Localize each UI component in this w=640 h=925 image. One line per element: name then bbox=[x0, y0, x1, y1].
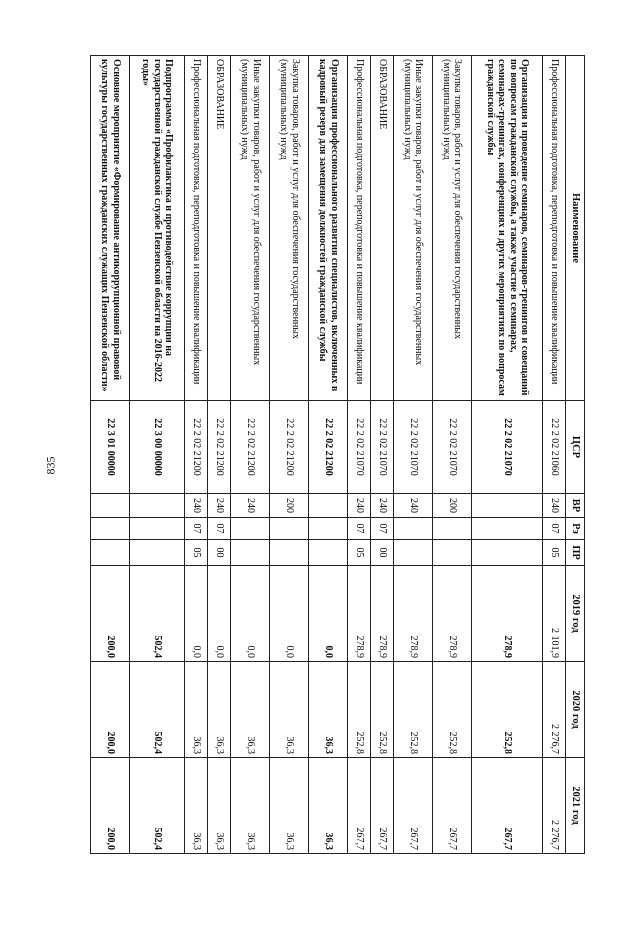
cell-name: ОБРАЗОВАНИЕ bbox=[371, 56, 394, 401]
cell-csr: 22 2 02 21070 bbox=[394, 401, 433, 494]
cell-2019: 0,0 bbox=[185, 566, 208, 662]
budget-table-container bbox=[90, 55, 585, 853]
cell-2020: 252,8 bbox=[348, 662, 371, 758]
cell-2020: 36,3 bbox=[231, 662, 270, 758]
cell-2019: 278,9 bbox=[472, 566, 543, 662]
cell-2020: 36,3 bbox=[309, 662, 348, 758]
cell-2019: 278,9 bbox=[394, 566, 433, 662]
header-2021: 2021 год bbox=[566, 758, 585, 854]
cell-csr: 22 2 02 21060 bbox=[543, 401, 566, 494]
cell-name: Профессиональная подготовка, переподготовка и повышение квалификации bbox=[348, 56, 371, 401]
cell-2020: 36,3 bbox=[185, 662, 208, 758]
cell-vr: 240 bbox=[231, 494, 270, 518]
cell-vr bbox=[130, 494, 185, 518]
cell-csr: 22 2 02 21070 bbox=[371, 401, 394, 494]
cell-name: Иные закупки товаров, работ и услуг для обеспечения государственных (муниципальных) нужд bbox=[231, 56, 270, 401]
cell-pr: 05 bbox=[185, 540, 208, 566]
page-number-text: 835 bbox=[43, 456, 58, 475]
cell-csr: 22 3 01 00000 bbox=[91, 401, 130, 494]
cell-vr: 200 bbox=[433, 494, 472, 518]
cell-rz bbox=[472, 518, 543, 540]
cell-rz bbox=[394, 518, 433, 540]
cell-csr: 22 2 02 21070 bbox=[433, 401, 472, 494]
cell-pr: 05 bbox=[348, 540, 371, 566]
cell-vr: 200 bbox=[270, 494, 309, 518]
cell-pr bbox=[309, 540, 348, 566]
table-row bbox=[348, 56, 371, 854]
cell-2019: 278,9 bbox=[371, 566, 394, 662]
cell-2020: 36,3 bbox=[270, 662, 309, 758]
cell-rz bbox=[130, 518, 185, 540]
cell-2021: 36,3 bbox=[309, 758, 348, 854]
cell-vr: 240 bbox=[394, 494, 433, 518]
cell-csr: 22 2 02 21200 bbox=[270, 401, 309, 494]
cell-2020: 2 276,7 bbox=[543, 662, 566, 758]
cell-2021: 200,0 bbox=[91, 758, 130, 854]
cell-2021: 36,3 bbox=[231, 758, 270, 854]
cell-pr bbox=[231, 540, 270, 566]
cell-csr: 22 2 02 21200 bbox=[231, 401, 270, 494]
cell-pr: 00 bbox=[371, 540, 394, 566]
cell-pr bbox=[394, 540, 433, 566]
header-csr: ЦСР bbox=[566, 401, 585, 494]
cell-2021: 267,7 bbox=[433, 758, 472, 854]
cell-pr: 05 bbox=[543, 540, 566, 566]
cell-name: Организация профессионального развития специалистов, включенных в кадровый резерв для замещения должностей гражданской службы bbox=[309, 56, 348, 401]
table-row bbox=[130, 56, 185, 854]
cell-name: ОБРАЗОВАНИЕ bbox=[208, 56, 231, 401]
cell-2021: 267,7 bbox=[371, 758, 394, 854]
cell-2019: 0,0 bbox=[270, 566, 309, 662]
cell-csr: 22 2 02 21070 bbox=[472, 401, 543, 494]
cell-pr bbox=[130, 540, 185, 566]
table-row bbox=[208, 56, 231, 854]
cell-2021: 36,3 bbox=[185, 758, 208, 854]
cell-rz bbox=[231, 518, 270, 540]
budget-table bbox=[90, 55, 585, 854]
cell-2019: 0,0 bbox=[208, 566, 231, 662]
cell-name: Подпрограмма «Профилактика и противодействие коррупции на государственной гражданской службе Пензенской области на 2016-2022 годы» bbox=[130, 56, 185, 401]
cell-rz: 07 bbox=[185, 518, 208, 540]
table-row bbox=[231, 56, 270, 854]
cell-name: Профессиональная подготовка, переподготовка и повышение квалификации bbox=[185, 56, 208, 401]
cell-2020: 36,3 bbox=[208, 662, 231, 758]
header-2019: 2019 год bbox=[566, 566, 585, 662]
cell-2019: 0,0 bbox=[231, 566, 270, 662]
header-2020: 2020 год bbox=[566, 662, 585, 758]
table-row bbox=[543, 56, 566, 854]
cell-2021: 502,4 bbox=[130, 758, 185, 854]
cell-2020: 502,4 bbox=[130, 662, 185, 758]
cell-name: Закупка товаров, работ и услуг для обеспечения государственных (муниципальных) нужд bbox=[433, 56, 472, 401]
cell-rz: 07 bbox=[348, 518, 371, 540]
table-body bbox=[91, 56, 566, 854]
cell-csr: 22 3 00 00000 bbox=[130, 401, 185, 494]
cell-vr: 240 bbox=[543, 494, 566, 518]
table-row bbox=[371, 56, 394, 854]
table-row bbox=[185, 56, 208, 854]
cell-vr bbox=[309, 494, 348, 518]
cell-2019: 200,0 bbox=[91, 566, 130, 662]
cell-csr: 22 2 02 21070 bbox=[348, 401, 371, 494]
cell-pr bbox=[433, 540, 472, 566]
cell-rz: 07 bbox=[371, 518, 394, 540]
cell-csr: 22 2 02 21200 bbox=[185, 401, 208, 494]
cell-2021: 2 276,7 bbox=[543, 758, 566, 854]
cell-2019: 502,4 bbox=[130, 566, 185, 662]
cell-csr: 22 2 02 21200 bbox=[309, 401, 348, 494]
cell-csr: 22 2 02 21200 bbox=[208, 401, 231, 494]
cell-vr bbox=[91, 494, 130, 518]
cell-vr bbox=[472, 494, 543, 518]
cell-rz: 07 bbox=[208, 518, 231, 540]
cell-2020: 252,8 bbox=[472, 662, 543, 758]
cell-2021: 267,7 bbox=[472, 758, 543, 854]
table-row bbox=[91, 56, 130, 854]
cell-rz bbox=[309, 518, 348, 540]
cell-vr: 240 bbox=[185, 494, 208, 518]
cell-pr bbox=[91, 540, 130, 566]
cell-pr: 00 bbox=[208, 540, 231, 566]
cell-name: Профессиональная подготовка, переподготовка и повышение квалификации bbox=[543, 56, 566, 401]
cell-vr: 240 bbox=[208, 494, 231, 518]
cell-2020: 252,8 bbox=[371, 662, 394, 758]
cell-2020: 252,8 bbox=[433, 662, 472, 758]
cell-rz bbox=[433, 518, 472, 540]
cell-2019: 278,9 bbox=[348, 566, 371, 662]
cell-2021: 36,3 bbox=[270, 758, 309, 854]
header-vr: ВР bbox=[566, 494, 585, 518]
cell-pr bbox=[472, 540, 543, 566]
cell-rz bbox=[270, 518, 309, 540]
cell-name: Организация и проведение семинаров, семинаров-тренингов и совещаний по вопросам гражданской службы, а также участие в семинарах, семинарах-тренингах, конференциях и других мероприятиях по вопросам гражданской службы bbox=[472, 56, 543, 401]
cell-vr: 240 bbox=[371, 494, 394, 518]
table-header-row bbox=[566, 56, 585, 854]
cell-rz: 07 bbox=[543, 518, 566, 540]
cell-name: Иные закупки товаров, работ и услуг для обеспечения государственных (муниципальных) нужд bbox=[394, 56, 433, 401]
cell-2020: 252,8 bbox=[394, 662, 433, 758]
cell-2019: 0,0 bbox=[309, 566, 348, 662]
table-row bbox=[472, 56, 543, 854]
cell-2021: 267,7 bbox=[394, 758, 433, 854]
cell-2021: 36,3 bbox=[208, 758, 231, 854]
cell-name: Закупка товаров, работ и услуг для обеспечения государственных (муниципальных) нужд bbox=[270, 56, 309, 401]
cell-2019: 2 101,9 bbox=[543, 566, 566, 662]
table-row bbox=[270, 56, 309, 854]
header-name: Наименование bbox=[566, 56, 585, 401]
cell-2021: 267,7 bbox=[348, 758, 371, 854]
cell-2019: 278,9 bbox=[433, 566, 472, 662]
header-pr: ПР bbox=[566, 540, 585, 566]
cell-rz bbox=[91, 518, 130, 540]
cell-vr: 240 bbox=[348, 494, 371, 518]
cell-name: Основное мероприятие «Формирование антикоррупционной правовой культуры государственных гражданских служащих Пензенской области» bbox=[91, 56, 130, 401]
cell-pr bbox=[270, 540, 309, 566]
table-row bbox=[394, 56, 433, 854]
header-rz: Рз bbox=[566, 518, 585, 540]
table-row bbox=[433, 56, 472, 854]
table-row bbox=[309, 56, 348, 854]
page-number bbox=[42, 20, 60, 925]
cell-2020: 200,0 bbox=[91, 662, 130, 758]
